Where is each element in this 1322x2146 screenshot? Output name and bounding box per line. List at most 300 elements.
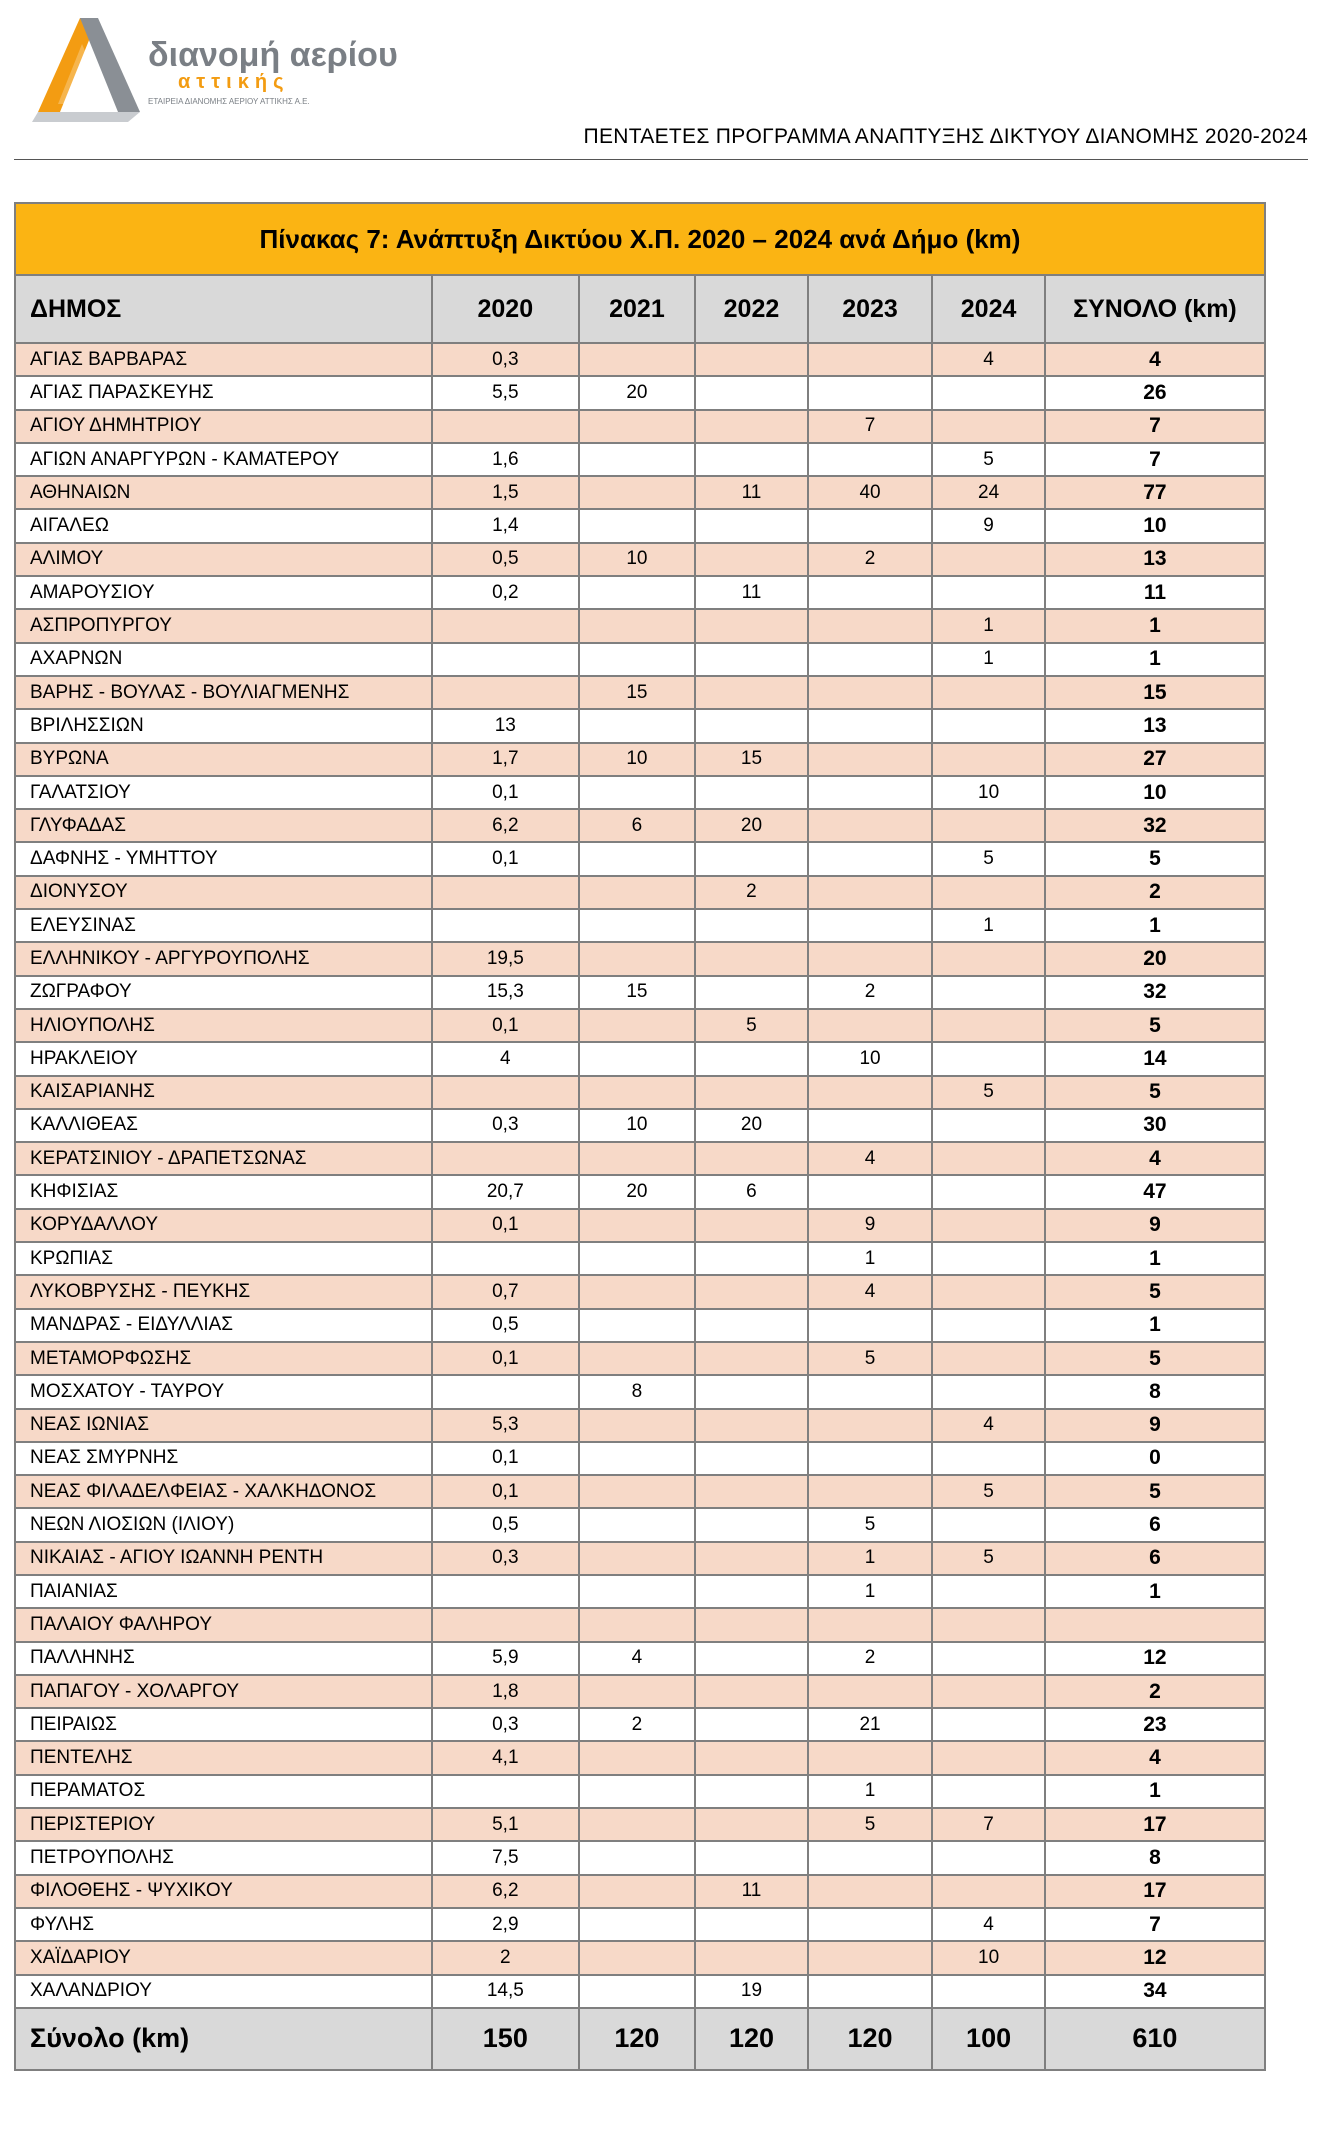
year-value-cell: 5	[932, 1475, 1045, 1508]
total-value-cell: 120	[808, 2008, 933, 2070]
row-total-cell: 17	[1045, 1808, 1265, 1841]
year-value-cell	[808, 1841, 933, 1874]
year-value-cell	[932, 1275, 1045, 1308]
year-value-cell	[808, 1741, 933, 1774]
year-value-cell	[432, 410, 579, 443]
year-value-cell	[579, 1542, 696, 1575]
municipality-cell: ΑΧΑΡΝΩΝ	[15, 643, 432, 676]
year-value-cell: 1	[932, 609, 1045, 642]
table-row	[15, 1175, 1265, 1208]
year-value-cell	[932, 1375, 1045, 1408]
year-value-cell: 11	[695, 1875, 808, 1908]
year-value-cell	[808, 709, 933, 742]
municipality-cell: ΠΕΡΙΣΤΕΡΙΟΥ	[15, 1808, 432, 1841]
year-value-cell	[932, 942, 1045, 975]
table-row	[15, 1009, 1265, 1042]
year-value-cell	[808, 776, 933, 809]
year-value-cell	[808, 676, 933, 709]
municipality-cell: ΚΟΡΥΔΑΛΛΟΥ	[15, 1209, 432, 1242]
table-row	[15, 1808, 1265, 1841]
table-row	[15, 1741, 1265, 1774]
row-total-cell: 5	[1045, 1342, 1265, 1375]
year-value-cell	[932, 1242, 1045, 1275]
column-header: 2023	[808, 275, 933, 343]
year-value-cell	[432, 909, 579, 942]
municipality-cell: ΗΛΙΟΥΠΟΛΗΣ	[15, 1009, 432, 1042]
year-value-cell	[695, 976, 808, 1009]
year-value-cell: 2	[808, 1642, 933, 1675]
year-value-cell	[808, 443, 933, 476]
year-value-cell	[932, 1575, 1045, 1608]
municipality-cell: ΑΙΓΑΛΕΩ	[15, 509, 432, 542]
table-row	[15, 976, 1265, 1009]
year-value-cell	[579, 1975, 696, 2008]
year-value-cell: 10	[808, 1042, 933, 1075]
table-row	[15, 1875, 1265, 1908]
year-value-cell	[579, 1442, 696, 1475]
year-value-cell	[808, 609, 933, 642]
year-value-cell	[695, 1442, 808, 1475]
year-value-cell: 13	[432, 709, 579, 742]
row-total-cell: 1	[1045, 1575, 1265, 1608]
total-value-cell: 610	[1045, 2008, 1265, 2070]
document-title: ΠΕΝΤΑΕΤΕΣ ΠΡΟΓΡΑΜΜΑ ΑΝΑΠΤΥΞΗΣ ΔΙΚΤΥΟΥ ΔΙΑΝΟΜΗΣ 2020-2024	[583, 125, 1308, 148]
year-value-cell	[695, 1642, 808, 1675]
year-value-cell	[808, 1175, 933, 1208]
municipality-cell: ΦΙΛΟΘΕΗΣ - ΨΥΧΙΚΟΥ	[15, 1875, 432, 1908]
row-total-cell: 77	[1045, 476, 1265, 509]
year-value-cell	[808, 509, 933, 542]
year-value-cell	[932, 1042, 1045, 1075]
row-total-cell: 5	[1045, 1475, 1265, 1508]
municipality-cell: ΒΡΙΛΗΣΣΙΩΝ	[15, 709, 432, 742]
year-value-cell: 15	[579, 976, 696, 1009]
table-row	[15, 576, 1265, 609]
year-value-cell: 21	[808, 1708, 933, 1741]
year-value-cell	[695, 1908, 808, 1941]
table-row	[15, 1142, 1265, 1175]
row-total-cell: 4	[1045, 1741, 1265, 1774]
year-value-cell	[932, 676, 1045, 709]
table-row	[15, 1675, 1265, 1708]
year-value-cell	[932, 1508, 1045, 1541]
year-value-cell: 0,7	[432, 1275, 579, 1308]
municipality-cell: ΑΣΠΡΟΠΥΡΓΟΥ	[15, 609, 432, 642]
year-value-cell	[695, 1775, 808, 1808]
municipality-cell: ΗΡΑΚΛΕΙΟΥ	[15, 1042, 432, 1075]
year-value-cell	[808, 743, 933, 776]
year-value-cell	[695, 1309, 808, 1342]
year-value-cell: 1	[808, 1542, 933, 1575]
year-value-cell	[579, 1009, 696, 1042]
year-value-cell	[808, 1675, 933, 1708]
year-value-cell	[695, 1475, 808, 1508]
table-row	[15, 1409, 1265, 1442]
year-value-cell	[932, 1442, 1045, 1475]
table-row	[15, 1242, 1265, 1275]
logo-subtitle: αττικής	[178, 71, 290, 93]
row-total-cell: 20	[1045, 942, 1265, 975]
year-value-cell	[808, 1076, 933, 1109]
municipality-cell: ΓΛΥΦΑΔΑΣ	[15, 809, 432, 842]
total-value-cell: 120	[579, 2008, 696, 2070]
year-value-cell	[579, 1608, 696, 1641]
year-value-cell: 2	[579, 1708, 696, 1741]
municipality-cell: ΠΕΡΑΜΑΤΟΣ	[15, 1775, 432, 1808]
year-value-cell	[695, 1142, 808, 1175]
year-value-cell	[932, 1309, 1045, 1342]
row-total-cell: 2	[1045, 876, 1265, 909]
year-value-cell: 5	[695, 1009, 808, 1042]
year-value-cell: 5	[808, 1342, 933, 1375]
year-value-cell	[579, 1275, 696, 1308]
year-value-cell	[579, 1841, 696, 1874]
logo-company: ΕΤΑΙΡΕΙΑ ΔΙΑΝΟΜΗΣ ΑΕΡΙΟΥ ΑΤΤΙΚΗΣ Α.Ε.	[148, 97, 310, 106]
year-value-cell	[432, 1775, 579, 1808]
row-total-cell: 32	[1045, 809, 1265, 842]
year-value-cell	[932, 743, 1045, 776]
year-value-cell	[432, 1575, 579, 1608]
year-value-cell: 20	[695, 809, 808, 842]
year-value-cell	[932, 1342, 1045, 1375]
year-value-cell	[932, 1741, 1045, 1774]
year-value-cell	[808, 1309, 933, 1342]
total-label-cell: Σύνολο (km)	[15, 2008, 432, 2070]
row-total-cell: 7	[1045, 410, 1265, 443]
year-value-cell	[579, 909, 696, 942]
year-value-cell: 1	[932, 909, 1045, 942]
year-value-cell: 1,7	[432, 743, 579, 776]
year-value-cell: 6	[579, 809, 696, 842]
row-total-cell: 47	[1045, 1175, 1265, 1208]
logo-name: διανομή αερίου	[148, 36, 398, 74]
municipality-cell: ΝΕΩΝ ΛΙΟΣΙΩΝ (ΙΛΙΟΥ)	[15, 1508, 432, 1541]
row-total-cell: 1	[1045, 1242, 1265, 1275]
municipality-cell: ΛΥΚΟΒΡΥΣΗΣ - ΠΕΥΚΗΣ	[15, 1275, 432, 1308]
year-value-cell: 2	[808, 976, 933, 1009]
year-value-cell	[695, 376, 808, 409]
year-value-cell	[808, 1409, 933, 1442]
municipality-cell: ΑΛΙΜΟΥ	[15, 543, 432, 576]
row-total-cell: 9	[1045, 1209, 1265, 1242]
year-value-cell	[432, 876, 579, 909]
table-row	[15, 376, 1265, 409]
year-value-cell	[695, 709, 808, 742]
table-row	[15, 1109, 1265, 1142]
row-total-cell: 5	[1045, 1009, 1265, 1042]
row-total-cell: 27	[1045, 743, 1265, 776]
year-value-cell	[808, 1009, 933, 1042]
year-value-cell	[695, 1275, 808, 1308]
municipality-cell: ΕΛΛΗΝΙΚΟΥ - ΑΡΓΥΡΟΥΠΟΛΗΣ	[15, 942, 432, 975]
table-row	[15, 1508, 1265, 1541]
year-value-cell: 5,5	[432, 376, 579, 409]
year-value-cell	[695, 1608, 808, 1641]
table-row	[15, 343, 1265, 376]
year-value-cell	[579, 1808, 696, 1841]
year-value-cell: 0,1	[432, 1009, 579, 1042]
header-divider	[14, 159, 1308, 160]
year-value-cell	[808, 809, 933, 842]
year-value-cell	[932, 1642, 1045, 1675]
year-value-cell: 40	[808, 476, 933, 509]
year-value-cell: 4	[932, 1908, 1045, 1941]
year-value-cell	[695, 1675, 808, 1708]
year-value-cell	[808, 842, 933, 875]
year-value-cell: 6,2	[432, 1875, 579, 1908]
year-value-cell	[932, 576, 1045, 609]
row-total-cell: 6	[1045, 1508, 1265, 1541]
row-total-cell: 34	[1045, 1975, 1265, 2008]
year-value-cell: 0,3	[432, 1542, 579, 1575]
table-row	[15, 942, 1265, 975]
row-total-cell: 1	[1045, 1775, 1265, 1808]
table-row	[15, 809, 1265, 842]
table-row	[15, 909, 1265, 942]
year-value-cell	[695, 1209, 808, 1242]
year-value-cell	[579, 1475, 696, 1508]
municipality-cell: ΖΩΓΡΑΦΟΥ	[15, 976, 432, 1009]
row-total-cell: 8	[1045, 1841, 1265, 1874]
year-value-cell	[932, 1209, 1045, 1242]
municipality-cell: ΧΑΛΑΝΔΡΙΟΥ	[15, 1975, 432, 2008]
year-value-cell: 4	[808, 1275, 933, 1308]
table-row	[15, 1642, 1265, 1675]
year-value-cell	[579, 1675, 696, 1708]
table-row	[15, 1941, 1265, 1974]
year-value-cell: 0,1	[432, 842, 579, 875]
year-value-cell	[695, 1042, 808, 1075]
year-value-cell: 0,3	[432, 1109, 579, 1142]
year-value-cell: 0,1	[432, 1475, 579, 1508]
year-value-cell	[932, 1109, 1045, 1142]
year-value-cell: 6	[695, 1175, 808, 1208]
year-value-cell	[932, 410, 1045, 443]
year-value-cell: 24	[932, 476, 1045, 509]
year-value-cell: 10	[579, 1109, 696, 1142]
year-value-cell: 1,8	[432, 1675, 579, 1708]
row-total-cell: 1	[1045, 609, 1265, 642]
municipality-cell: ΝΕΑΣ ΣΜΥΡΝΗΣ	[15, 1442, 432, 1475]
table-row	[15, 1542, 1265, 1575]
year-value-cell	[579, 1342, 696, 1375]
year-value-cell	[808, 343, 933, 376]
year-value-cell	[579, 343, 696, 376]
year-value-cell: 11	[695, 476, 808, 509]
municipality-cell: ΒΑΡΗΣ - ΒΟΥΛΑΣ - ΒΟΥΛΙΑΓΜΕΝΗΣ	[15, 676, 432, 709]
table-row	[15, 1442, 1265, 1475]
table-total-row	[15, 2008, 1265, 2070]
row-total-cell: 5	[1045, 1275, 1265, 1308]
row-total-cell: 0	[1045, 1442, 1265, 1475]
year-value-cell: 1	[808, 1775, 933, 1808]
year-value-cell: 2	[432, 1941, 579, 1974]
table-row	[15, 776, 1265, 809]
year-value-cell	[808, 876, 933, 909]
year-value-cell: 5,9	[432, 1642, 579, 1675]
year-value-cell	[432, 1076, 579, 1109]
municipality-cell: ΑΘΗΝΑΙΩΝ	[15, 476, 432, 509]
row-total-cell: 9	[1045, 1409, 1265, 1442]
year-value-cell: 0,1	[432, 1442, 579, 1475]
municipality-cell: ΠΕΙΡΑΙΩΣ	[15, 1708, 432, 1741]
year-value-cell	[579, 443, 696, 476]
year-value-cell	[932, 876, 1045, 909]
year-value-cell: 19	[695, 1975, 808, 2008]
column-header: ΣΥΝΟΛΟ (km)	[1045, 275, 1265, 343]
year-value-cell: 19,5	[432, 942, 579, 975]
table-row	[15, 1309, 1265, 1342]
year-value-cell: 4	[808, 1142, 933, 1175]
year-value-cell	[932, 376, 1045, 409]
year-value-cell	[579, 1242, 696, 1275]
year-value-cell	[695, 676, 808, 709]
municipality-cell: ΠΕΝΤΕΛΗΣ	[15, 1741, 432, 1774]
row-total-cell: 14	[1045, 1042, 1265, 1075]
year-value-cell	[695, 643, 808, 676]
year-value-cell	[579, 1309, 696, 1342]
year-value-cell	[932, 1841, 1045, 1874]
year-value-cell: 20	[579, 1175, 696, 1208]
year-value-cell: 4	[932, 1409, 1045, 1442]
row-total-cell: 10	[1045, 776, 1265, 809]
table-row	[15, 1209, 1265, 1242]
year-value-cell	[808, 909, 933, 942]
year-value-cell	[579, 1076, 696, 1109]
year-value-cell: 4	[579, 1642, 696, 1675]
municipality-cell: ΠΑΛΛΗΝΗΣ	[15, 1642, 432, 1675]
year-value-cell	[432, 1242, 579, 1275]
table-row	[15, 609, 1265, 642]
year-value-cell	[579, 1508, 696, 1541]
year-value-cell	[695, 543, 808, 576]
table-row	[15, 1575, 1265, 1608]
municipality-cell: ΜΕΤΑΜΟΡΦΩΣΗΣ	[15, 1342, 432, 1375]
year-value-cell	[579, 609, 696, 642]
logo-mark-icon	[18, 4, 398, 122]
table-row	[15, 443, 1265, 476]
year-value-cell	[432, 1142, 579, 1175]
table-row	[15, 1708, 1265, 1741]
year-value-cell: 5,1	[432, 1808, 579, 1841]
municipality-cell: ΒΥΡΩΝΑ	[15, 743, 432, 776]
year-value-cell: 0,5	[432, 1508, 579, 1541]
year-value-cell: 0,3	[432, 343, 579, 376]
municipality-cell: ΜΑΝΔΡΑΣ - ΕΙΔΥΛΛΙΑΣ	[15, 1309, 432, 1342]
municipality-cell: ΜΟΣΧΑΤΟΥ - ΤΑΥΡΟΥ	[15, 1375, 432, 1408]
row-total-cell: 15	[1045, 676, 1265, 709]
row-total-cell: 11	[1045, 576, 1265, 609]
year-value-cell	[932, 809, 1045, 842]
year-value-cell: 1	[932, 643, 1045, 676]
table-row	[15, 410, 1265, 443]
column-header: 2021	[579, 275, 696, 343]
year-value-cell: 7,5	[432, 1841, 579, 1874]
year-value-cell	[579, 1575, 696, 1608]
row-total-cell: 17	[1045, 1875, 1265, 1908]
table-row	[15, 1275, 1265, 1308]
year-value-cell	[432, 676, 579, 709]
row-total-cell: 8	[1045, 1375, 1265, 1408]
year-value-cell: 5	[808, 1808, 933, 1841]
column-header: 2022	[695, 275, 808, 343]
table-row	[15, 1841, 1265, 1874]
year-value-cell: 1	[808, 1575, 933, 1608]
year-value-cell	[579, 1741, 696, 1774]
year-value-cell	[695, 1542, 808, 1575]
municipality-cell: ΑΓΙΑΣ ΒΑΡΒΑΡΑΣ	[15, 343, 432, 376]
table-row	[15, 842, 1265, 875]
table-row	[15, 543, 1265, 576]
table-row	[15, 1608, 1265, 1641]
year-value-cell: 15	[579, 676, 696, 709]
year-value-cell	[932, 1142, 1045, 1175]
row-total-cell: 5	[1045, 842, 1265, 875]
table-row	[15, 709, 1265, 742]
year-value-cell: 5	[932, 1076, 1045, 1109]
year-value-cell: 1,4	[432, 509, 579, 542]
year-value-cell	[695, 1575, 808, 1608]
column-header: 2020	[432, 275, 579, 343]
year-value-cell: 9	[808, 1209, 933, 1242]
year-value-cell	[579, 709, 696, 742]
year-value-cell	[695, 909, 808, 942]
year-value-cell	[432, 643, 579, 676]
year-value-cell	[808, 1941, 933, 1974]
row-total-cell: 1	[1045, 643, 1265, 676]
year-value-cell: 2	[695, 876, 808, 909]
row-total-cell: 13	[1045, 543, 1265, 576]
year-value-cell: 15,3	[432, 976, 579, 1009]
row-total-cell: 4	[1045, 343, 1265, 376]
year-value-cell	[579, 1941, 696, 1974]
year-value-cell	[579, 576, 696, 609]
municipality-cell: ΑΓΙΑΣ ΠΑΡΑΣΚΕΥΗΣ	[15, 376, 432, 409]
municipality-cell: ΦΥΛΗΣ	[15, 1908, 432, 1941]
year-value-cell	[808, 376, 933, 409]
year-value-cell	[695, 1841, 808, 1874]
year-value-cell	[432, 1608, 579, 1641]
year-value-cell	[932, 543, 1045, 576]
row-total-cell: 5	[1045, 1076, 1265, 1109]
year-value-cell: 10	[932, 776, 1045, 809]
year-value-cell: 5	[932, 443, 1045, 476]
table-row	[15, 1975, 1265, 2008]
table-row	[15, 1076, 1265, 1109]
year-value-cell	[579, 776, 696, 809]
year-value-cell: 0,5	[432, 543, 579, 576]
year-value-cell	[579, 842, 696, 875]
year-value-cell	[579, 476, 696, 509]
row-total-cell: 6	[1045, 1542, 1265, 1575]
year-value-cell	[808, 1109, 933, 1142]
table-row	[15, 476, 1265, 509]
year-value-cell	[695, 1808, 808, 1841]
table-row	[15, 1475, 1265, 1508]
municipality-cell: ΝΙΚΑΙΑΣ - ΑΓΙΟΥ ΙΩΑΝΝΗ ΡΕΝΤΗ	[15, 1542, 432, 1575]
year-value-cell	[695, 1342, 808, 1375]
row-total-cell: 12	[1045, 1941, 1265, 1974]
table-row	[15, 1775, 1265, 1808]
total-value-cell: 150	[432, 2008, 579, 2070]
year-value-cell	[808, 643, 933, 676]
year-value-cell	[808, 1608, 933, 1641]
municipality-cell: ΚΗΦΙΣΙΑΣ	[15, 1175, 432, 1208]
row-total-cell: 1	[1045, 909, 1265, 942]
year-value-cell	[932, 1775, 1045, 1808]
year-value-cell: 20	[695, 1109, 808, 1142]
table-row	[15, 643, 1265, 676]
